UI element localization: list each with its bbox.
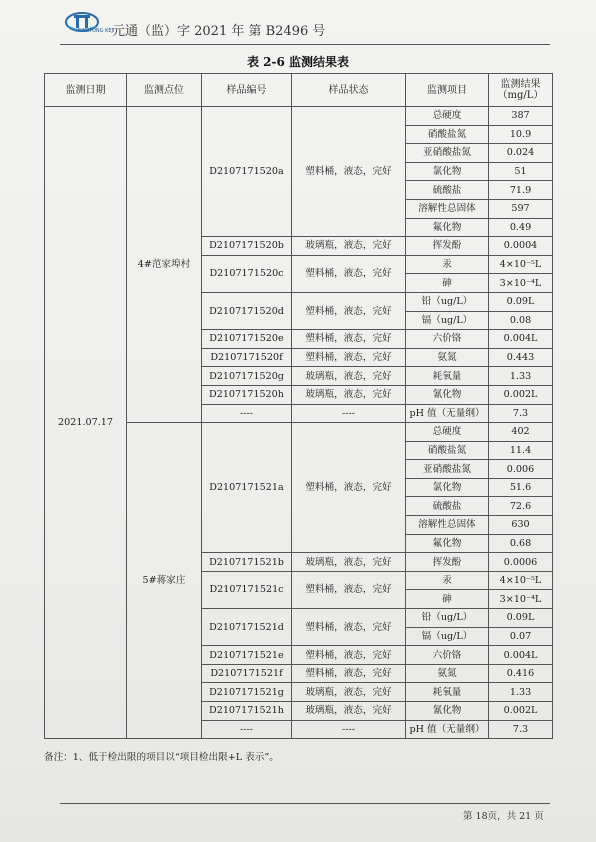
monitoring-item: 氟化物 — [406, 218, 489, 237]
sample-state: 玻璃瓶，液态，完好 — [292, 683, 406, 702]
header-divider — [60, 44, 550, 45]
monitoring-result: 51 — [489, 162, 553, 181]
results-table — [44, 73, 553, 739]
sample-id: D2107171521h — [202, 702, 292, 721]
monitoring-result: 402 — [489, 423, 553, 442]
monitoring-result: 11.4 — [489, 441, 553, 460]
monitoring-item: 镉（ug/L） — [406, 311, 489, 330]
monitoring-result: 1.33 — [489, 367, 553, 386]
monitoring-item: 砷 — [406, 274, 489, 293]
monitoring-result: 0.49 — [489, 218, 553, 237]
sample-state: 玻璃瓶，液态，完好 — [292, 385, 406, 404]
sample-id: D2107171520f — [202, 348, 292, 367]
monitoring-item: 耗氧量 — [406, 367, 489, 386]
footnote: 备注：1、低于检出限的项目以“项目检出限+L 表示”。 — [44, 752, 279, 763]
monitoring-item: 氯化物 — [406, 478, 489, 497]
monitoring-site: 5#蒋家庄 — [127, 423, 202, 739]
sample-state: 塑料桶，液态，完好 — [292, 646, 406, 665]
monitoring-item: 汞 — [406, 571, 489, 590]
monitoring-item: 总硬度 — [406, 423, 489, 442]
monitoring-result: 72.6 — [489, 497, 553, 516]
logo-text: NANTONG KEJI — [78, 28, 115, 34]
monitoring-item: 铅（ug/L） — [406, 609, 489, 628]
table-title: 表 2-6 监测结果表 — [246, 55, 350, 69]
monitoring-item: 溶解性总固体 — [406, 199, 489, 218]
document-number: 元通（监）字 2021 年 第 B2496 号 — [112, 24, 326, 39]
monitoring-result: 0.002L — [489, 385, 553, 404]
monitoring-result: 7.3 — [489, 720, 553, 739]
sample-state: 塑料桶，液态，完好 — [292, 330, 406, 349]
monitoring-item: 六价铬 — [406, 330, 489, 349]
monitoring-result: 0.443 — [489, 348, 553, 367]
table-header-row — [45, 74, 553, 107]
monitoring-site: 4#范家埠村 — [127, 107, 202, 423]
monitoring-item: pH 值（无量纲） — [406, 720, 489, 739]
sample-state: 塑料桶，液态，完好 — [292, 255, 406, 292]
monitoring-result: 4×10⁻⁵L — [489, 255, 553, 274]
monitoring-item: 硫酸盐 — [406, 497, 489, 516]
sample-state: 玻璃瓶，液态，完好 — [292, 237, 406, 256]
monitoring-item: 汞 — [406, 255, 489, 274]
monitoring-item: 溶解性总固体 — [406, 516, 489, 535]
table-row — [45, 107, 553, 126]
sample-id: D2107171520h — [202, 385, 292, 404]
monitoring-result: 71.9 — [489, 181, 553, 200]
monitoring-item: pH 值（无量纲） — [406, 404, 489, 423]
monitoring-item: 氨氮 — [406, 664, 489, 683]
sample-state: 塑料桶，液态，完好 — [292, 571, 406, 608]
monitoring-result: 387 — [489, 107, 553, 126]
monitoring-result: 0.07 — [489, 627, 553, 646]
sample-state: 玻璃瓶，液态，完好 — [292, 367, 406, 386]
monitoring-result: 51.6 — [489, 478, 553, 497]
sample-state: 玻璃瓶，液态，完好 — [292, 553, 406, 572]
monitoring-item: 总硬度 — [406, 107, 489, 126]
monitoring-item: 氯化物 — [406, 162, 489, 181]
monitoring-result: 0.416 — [489, 664, 553, 683]
monitoring-item: 硝酸盐氮 — [406, 125, 489, 144]
monitoring-item: 砷 — [406, 590, 489, 609]
monitoring-item: 亚硝酸盐氮 — [406, 460, 489, 479]
sample-id: D2107171521b — [202, 553, 292, 572]
monitoring-result: 7.3 — [489, 404, 553, 423]
sample-state: 塑料桶，液态，完好 — [292, 664, 406, 683]
sample-state: ---- — [292, 720, 406, 739]
monitoring-result: 0.08 — [489, 311, 553, 330]
sample-id: D2107171521c — [202, 571, 292, 608]
monitoring-item: 镉（ug/L） — [406, 627, 489, 646]
sample-id: D2107171521g — [202, 683, 292, 702]
sample-id: D2107171521f — [202, 664, 292, 683]
monitoring-result: 3×10⁻⁴L — [489, 274, 553, 293]
monitoring-item: 铅（ug/L） — [406, 292, 489, 311]
monitoring-result: 0.0004 — [489, 237, 553, 256]
monitoring-item: 亚硝酸盐氮 — [406, 144, 489, 163]
sample-id: D2107171520c — [202, 255, 292, 292]
monitoring-result: 0.004L — [489, 330, 553, 349]
monitoring-item: 氰化物 — [406, 702, 489, 721]
sample-id: D2107171520a — [202, 107, 292, 237]
monitoring-result: 0.09L — [489, 292, 553, 311]
sample-state: 塑料桶，液态，完好 — [292, 423, 406, 553]
column-header: 样品状态 — [292, 74, 406, 107]
footer-divider — [60, 803, 550, 804]
sample-id: D2107171520e — [202, 330, 292, 349]
monitoring-result: 3×10⁻⁴L — [489, 590, 553, 609]
sample-state: 玻璃瓶，液态，完好 — [292, 702, 406, 721]
monitoring-result: 0.0006 — [489, 553, 553, 572]
monitoring-item: 氟化物 — [406, 534, 489, 553]
monitoring-item: 挥发酚 — [406, 553, 489, 572]
monitoring-result: 597 — [489, 199, 553, 218]
monitoring-item: 氨氮 — [406, 348, 489, 367]
page-number: 第 18页，共 21 页 — [463, 811, 544, 822]
monitoring-date: 2021.07.17 — [45, 107, 127, 739]
monitoring-item: 硫酸盐 — [406, 181, 489, 200]
monitoring-item: 氰化物 — [406, 385, 489, 404]
monitoring-result: 0.68 — [489, 534, 553, 553]
column-header: 监测结果（mg/L） — [489, 74, 553, 107]
sample-state: 塑料桶，液态，完好 — [292, 107, 406, 237]
column-header: 监测日期 — [45, 74, 127, 107]
sample-id: D2107171521d — [202, 609, 292, 646]
column-header: 样品编号 — [202, 74, 292, 107]
monitoring-result: 630 — [489, 516, 553, 535]
sample-id: ---- — [202, 404, 292, 423]
sample-id: D2107171521a — [202, 423, 292, 553]
monitoring-result: 0.006 — [489, 460, 553, 479]
sample-id: D2107171520b — [202, 237, 292, 256]
monitoring-item: 挥发酚 — [406, 237, 489, 256]
monitoring-result: 4×10⁻⁵L — [489, 571, 553, 590]
sample-state: 塑料桶，液态，完好 — [292, 292, 406, 329]
sample-id: D2107171520d — [202, 292, 292, 329]
monitoring-result: 0.09L — [489, 609, 553, 628]
monitoring-result: 0.002L — [489, 702, 553, 721]
column-header: 监测点位 — [127, 74, 202, 107]
sample-state: 塑料桶，液态，完好 — [292, 348, 406, 367]
monitoring-result: 0.024 — [489, 144, 553, 163]
monitoring-result: 0.004L — [489, 646, 553, 665]
column-header: 监测项目 — [406, 74, 489, 107]
sample-state: 塑料桶，液态，完好 — [292, 609, 406, 646]
monitoring-item: 六价铬 — [406, 646, 489, 665]
sample-id: D2107171521e — [202, 646, 292, 665]
sample-id: ---- — [202, 720, 292, 739]
sample-id: D2107171520g — [202, 367, 292, 386]
monitoring-result: 1.33 — [489, 683, 553, 702]
monitoring-result: 10.9 — [489, 125, 553, 144]
monitoring-item: 耗氧量 — [406, 683, 489, 702]
monitoring-item: 硝酸盐氮 — [406, 441, 489, 460]
sample-state: ---- — [292, 404, 406, 423]
